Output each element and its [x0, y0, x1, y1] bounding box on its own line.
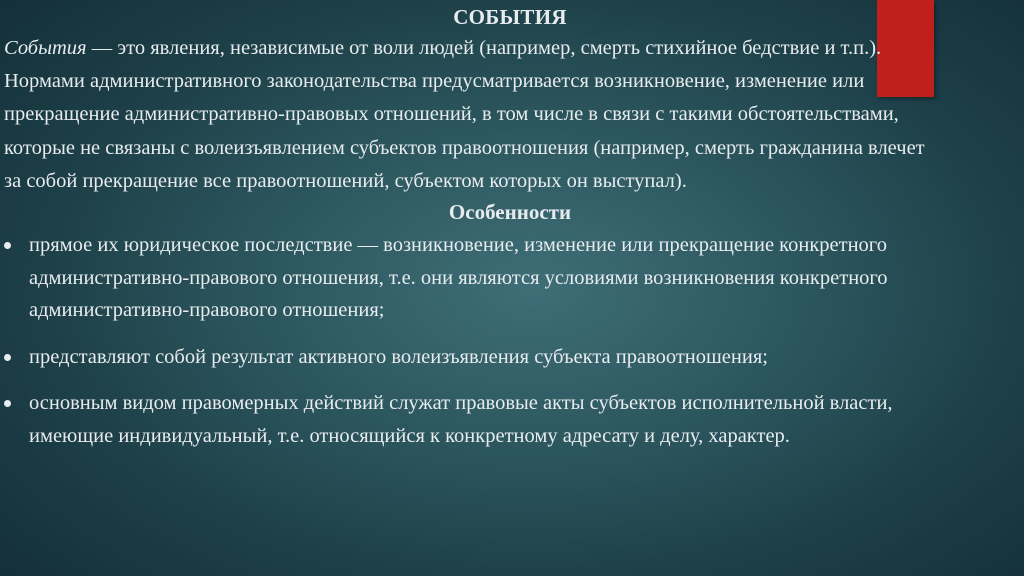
- list-item: [4, 387, 1016, 452]
- list-item: [4, 229, 1016, 327]
- slide-content: [4, 2, 1016, 466]
- list-item-text: прямое их юридическое последствие — возникновение, изменение или прекращение конкретного административно-правового отношения, т.е. они являются условиями возникновения конкретного административно-правового отношения;: [29, 234, 888, 322]
- definition-paragraph: [4, 32, 1016, 198]
- features-heading: Особенности: [448, 200, 572, 225]
- bullet-dot-icon: [4, 354, 11, 361]
- definition-text: — это явления, независимые от воли людей (например, смерть стихийное бедствие и т.п.). Нормами административного законодательства предусматривается возникновение, изменение или прекращение административно-правовых отношений, в том числе в связи с такими обстоятельствами, которые не связаны с волеизъявлением субъектов правоотношения (например, смерть гражданина влечет за собой прекращение все правоотношений, субъектом которых он выступал).: [4, 37, 925, 192]
- definition-term: События: [4, 37, 87, 59]
- list-item: [4, 341, 1016, 374]
- list-item-text: основным видом правомерных действий служат правовые акты субъектов исполнительной власти, имеющие индивидуальный, т.е. относящийся к конкретному адресату и делу, характер.: [29, 392, 893, 447]
- list-item-text: представляют собой результат активного волеизъявления субъекта правоотношения;: [29, 345, 768, 368]
- slide-title: СОБЫТИЯ: [453, 5, 567, 29]
- features-list: [4, 229, 1016, 452]
- bullet-dot-icon: [4, 242, 11, 249]
- bullet-dot-icon: [4, 400, 11, 407]
